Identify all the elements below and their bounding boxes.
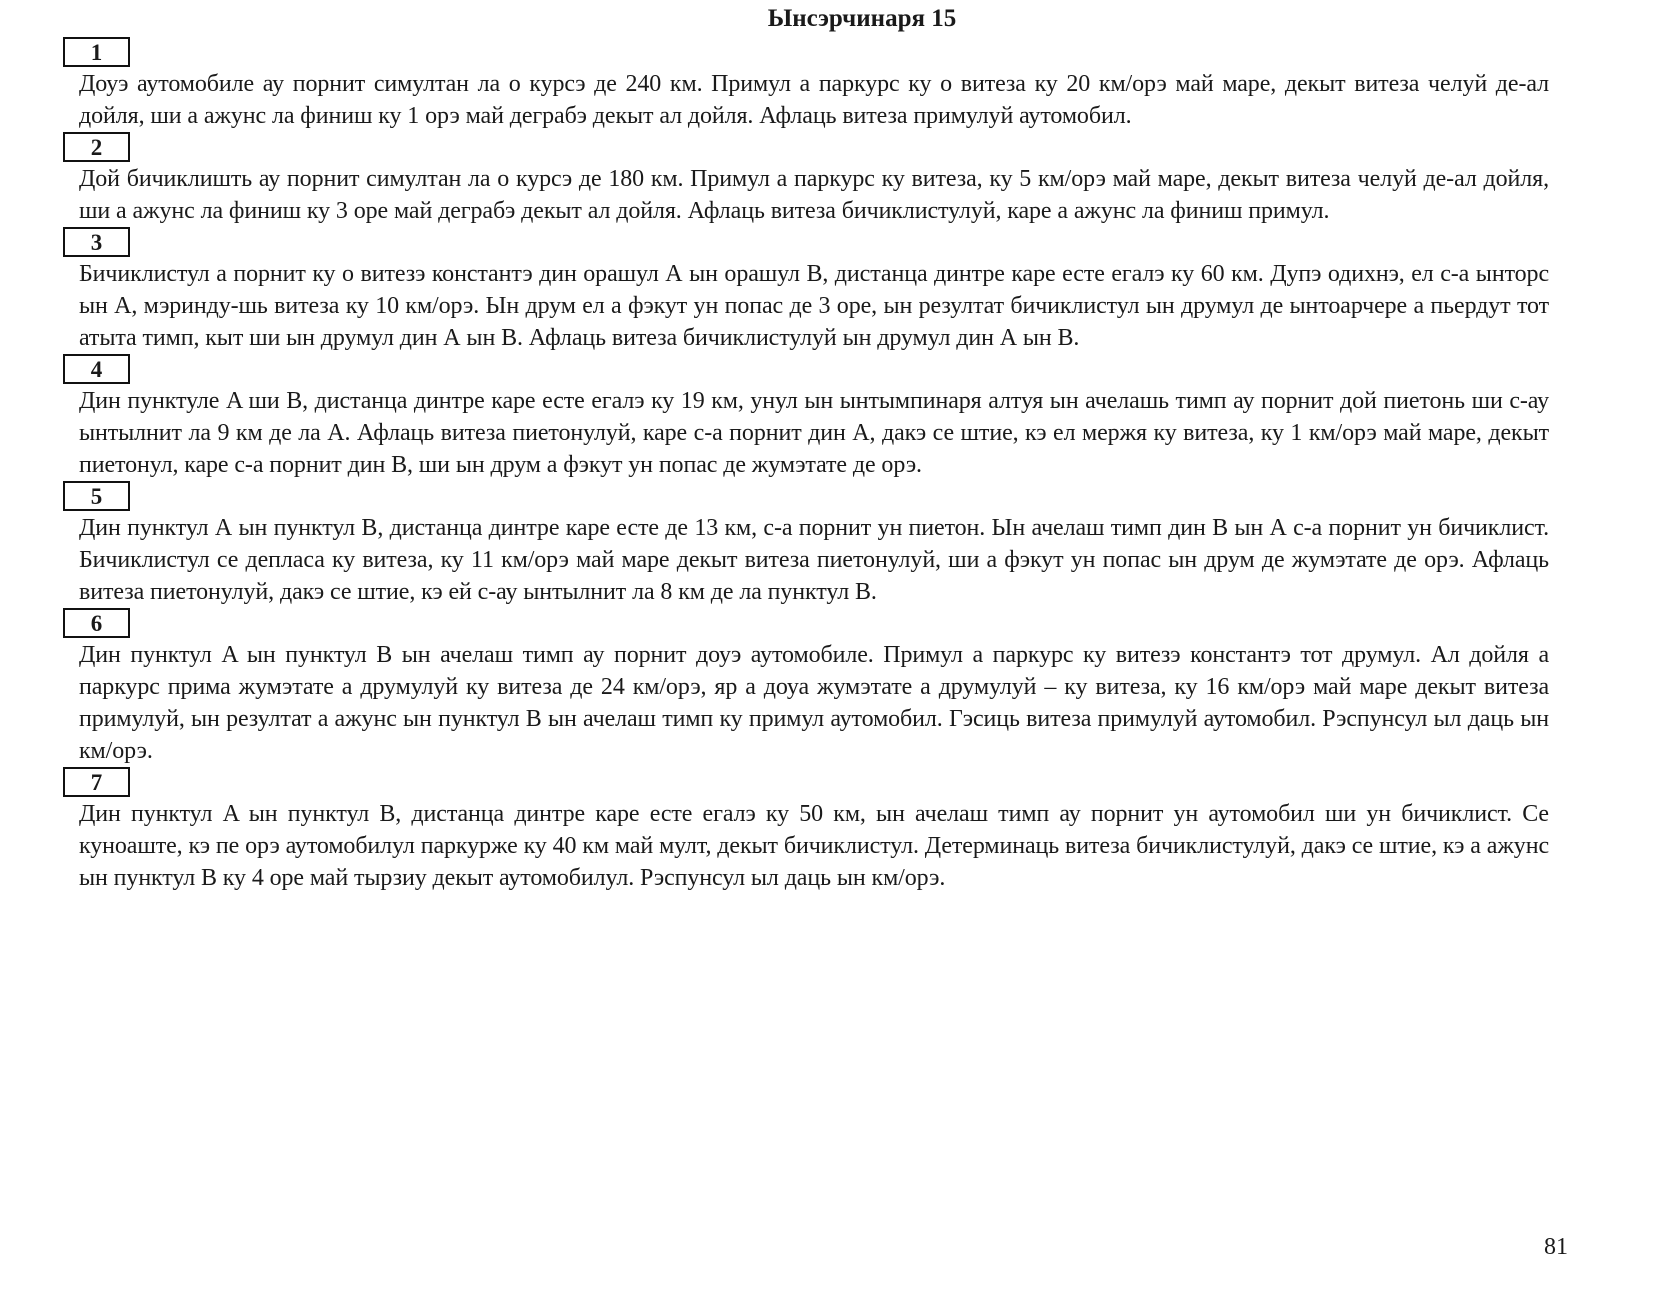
page-number: 81 <box>1544 1234 1568 1260</box>
problem-number-box: 6 <box>63 608 130 638</box>
problem-5 <box>63 481 1563 608</box>
problem-text: Дин пунктул А ын пунктул В, дистанца динтре каре есте де 13 км, с-а порнит ун пиетон. Ын ачелаш тимп дин В ын А с-а порнит ун бичиклист. Бичиклистул се депласа ку витеза, ку 11 км/орэ май маре декыт витеза пиетонулуй, ши а фэкут ун попас ын друм де жумэтате де орэ. Афлаць витеза пиетонулуй, дакэ се штие, кэ ей с-ау ынтылнит ла 8 км де ла пунктул В. <box>79 515 1549 605</box>
problem-text: Дин пунктуле A ши B, дистанца динтре каре есте егалэ ку 19 км, унул ын ынтымпинаря алтуя ын ачелашь тимп ау порнит дой пиетонь ши с-ау ынтылнит ла 9 км де ла A. Афлаць витеза пиетонулуй, каре с-а порнит дин A, дакэ се штие, кэ ел мержя ку витеза, ку 1 км/орэ май маре, декыт пиетонул, каре с-а порнит дин B, ши ын друм а фэкут ун попас де жумэтате де орэ. <box>79 388 1549 478</box>
problem-text: Доуэ аутомобиле ау порнит симултан ла о курсэ де 240 км. Примул а паркурс ку о витеза ку 20 км/орэ май маре, декыт витеза челуй де-ал дойля, ши а ажунс ла финиш ку 1 орэ май деграбэ декыт ал дойля. Афлаць витеза примулуй аутомобил. <box>79 71 1549 129</box>
problem-6 <box>63 608 1563 767</box>
problem-number-box: 7 <box>63 767 130 797</box>
problem-number-box: 4 <box>63 354 130 384</box>
problem-3 <box>63 227 1563 354</box>
problem-text: Бичиклистул а порнит ку о витезэ константэ дин орашул А ын орашул В, дистанца динтре каре есте егалэ ку 60 км. Дупэ одихнэ, ел с-а ынторс ын А, мэринду-шь витеза ку 10 км/орэ. Ын друм ел а фэкут ун попас де 3 оре, ын резултат бичиклистул ын друмул де ынтоарчере а пьердут тот атыта тимп, кыт ши ын друмул дин А ын В. Афлаць витеза бичиклистулуй ын друмул дин А ын В. <box>79 261 1549 351</box>
problem-text: Дин пунктул A ын пунктул B ын ачелаш тимп ау порнит доуэ аутомобиле. Примул а паркурс ку витезэ константэ тот друмул. Ал дойля а паркурс прима жумэтате а друмулуй ку витеза де 24 км/орэ, яр а доуа жумэтате а друмулуй – ку витеза, ку 16 км/орэ май маре декыт витеза примулуй, ын резултат а ажунс ын пунктул В ын ачелаш тимп ку примул аутомобил. Гэсиць витеза примулуй аутомобил. Рэспунсул ыл даць ын км/орэ. <box>79 642 1549 764</box>
problem-1 <box>63 37 1563 132</box>
problem-number-box: 1 <box>63 37 130 67</box>
problem-list <box>63 37 1563 894</box>
problem-7 <box>63 767 1563 894</box>
page-title: Ынсэрчинаря 15 <box>767 5 957 32</box>
problem-number-box: 5 <box>63 481 130 511</box>
problem-number-box: 3 <box>63 227 130 257</box>
problem-4 <box>63 354 1563 481</box>
problem-number-box: 2 <box>63 132 130 162</box>
problem-2 <box>63 132 1563 227</box>
problem-text: Дин пунктул A ын пунктул B, дистанца динтре каре есте егалэ ку 50 км, ын ачелаш тимп ау порнит ун аутомобил ши ун бичиклист. Се куноаште, кэ пе орэ аутомобилул паркурже ку 40 км май мулт, декыт бичиклистул. Детерминаць витеза бичиклистулуй, дакэ се штие, кэ а ажунс ын пунктул В ку 4 оре май тырзиу декыт аутомобилул. Рэспунсул ыл даць ын км/орэ. <box>79 801 1549 891</box>
problem-text: Дой бичиклишть ау порнит симултан ла о курсэ де 180 км. Примул а паркурс ку витеза, ку 5 км/орэ май маре, декыт витеза челуй де-ал дойля, ши а ажунс ла финиш ку 3 оре май деграбэ декыт ал дойля. Афлаць витеза бичиклистулуй, каре а ажунс ла финиш примул. <box>79 166 1549 224</box>
